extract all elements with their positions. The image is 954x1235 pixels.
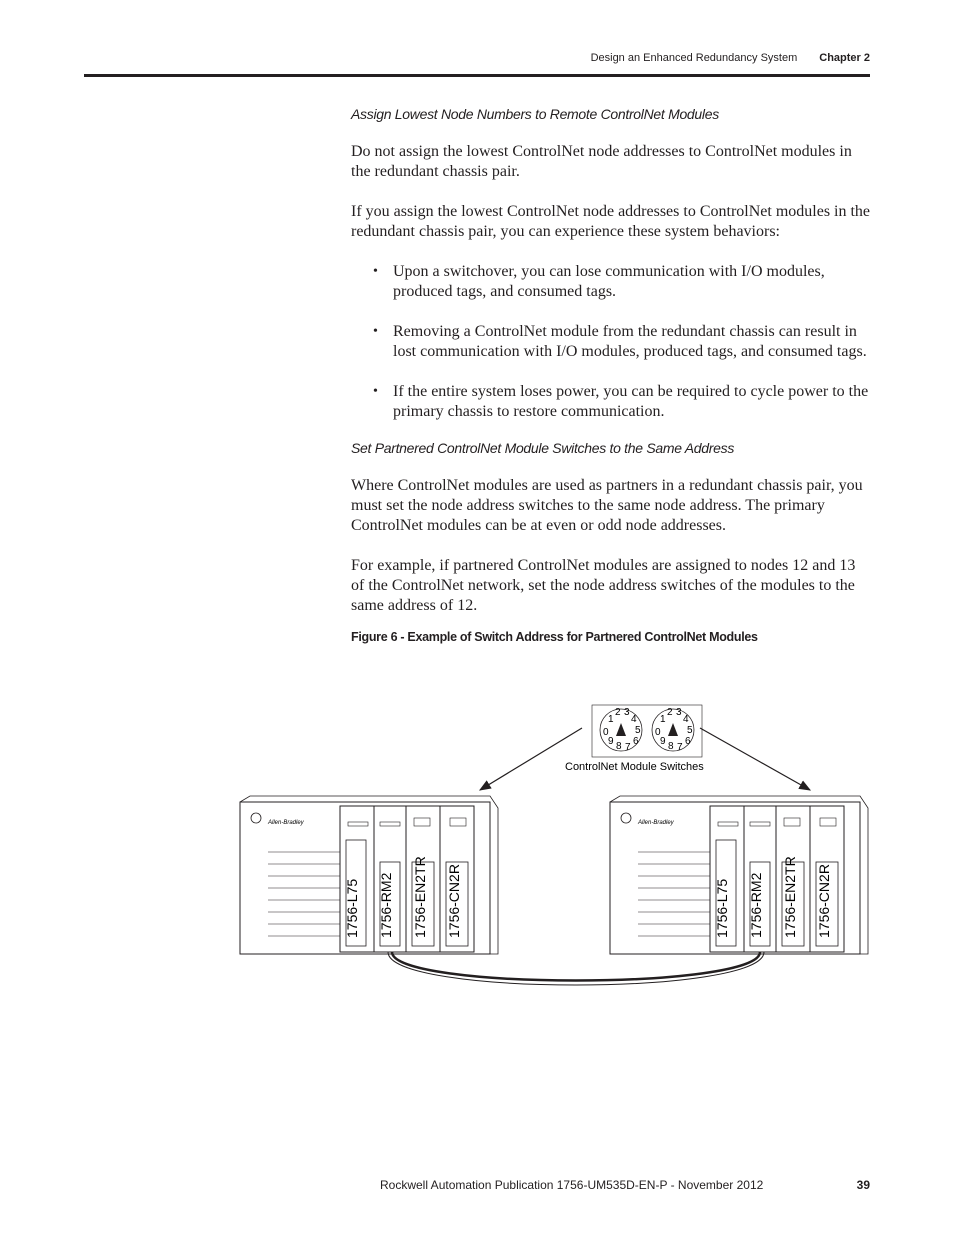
list-item: • Removing a ControlNet module from the redundant chassis can result in lost communication with I/O modules, produced tags, and consumed tags.: [393, 322, 871, 362]
switch-callout-label: ControlNet Module Switches: [565, 761, 704, 773]
header-rule: [84, 74, 870, 77]
redundancy-cable: [392, 952, 760, 981]
figure-caption: Figure 6 - Example of Switch Address for Partnered ControlNet Modules: [351, 630, 758, 644]
publication-id: Rockwell Automation Publication 1756-UM535D-EN-P - November 2012: [380, 1178, 764, 1192]
module-label: 1756-EN2TR: [782, 856, 798, 938]
module-label: 1756-CN2R: [816, 864, 832, 938]
module-label: 1756-EN2TR: [412, 856, 428, 938]
rotary-switch-icon: [652, 707, 694, 753]
module-label: 1756-CN2R: [446, 864, 462, 938]
paragraph: If you assign the lowest ControlNet node addresses to ControlNet modules in the redundant chassis pair, you can experience these system behaviors:: [351, 203, 871, 240]
page-number: 39: [856, 1178, 870, 1192]
section-heading-2: Set Partnered ControlNet Module Switches to the Same Address: [351, 440, 735, 456]
list-item: • Upon a switchover, you can lose communication with I/O modules, produced tags, and consumed tags.: [393, 262, 871, 302]
running-header: [591, 52, 870, 64]
arrow-left: [480, 728, 582, 790]
module-label: 1756-L75: [344, 878, 360, 938]
paragraph: Where ControlNet modules are used as partners in a redundant chassis pair, you must set the node address switches to the same node address. The primary ControlNet modules can be at even or odd node addresses.: [351, 477, 863, 534]
module-label: 1756-RM2: [378, 872, 394, 938]
paragraph: For example, if partnered ControlNet modules are assigned to nodes 12 and 13 of the ControlNet network, set the node address switches of the modules to the same address of 12.: [351, 557, 856, 614]
chassis-diagram: 0 1 2 3 4 5 6 7 8 9 Allen-Bradley ControlNet Module Switches 1756-L75 1756-RM2 1756-EN2TR 1756-CN2R 1756-L75 1756-RM2 1756-EN2TR 1756-CN2R: [230, 700, 870, 1000]
figure-diagram: [212, 677, 870, 1000]
list-item: • If the entire system loses power, you can be required to cycle power to the primary chassis to restore communication.: [393, 382, 871, 422]
bullet-list: [351, 262, 871, 422]
main-content: [351, 106, 871, 644]
section-heading-1: Assign Lowest Node Numbers to Remote ControlNet Modules: [351, 106, 719, 122]
rotary-switch-icon: [600, 707, 642, 753]
header-chapter: Chapter 2: [819, 52, 870, 64]
arrow-right: [700, 728, 810, 790]
module-label: 1756-RM2: [748, 872, 764, 938]
paragraph: Do not assign the lowest ControlNet node addresses to ControlNet modules in the redundant chassis pair.: [351, 143, 852, 180]
header-section: Design an Enhanced Redundancy System: [590, 52, 798, 64]
module-label: 1756-L75: [714, 878, 730, 938]
